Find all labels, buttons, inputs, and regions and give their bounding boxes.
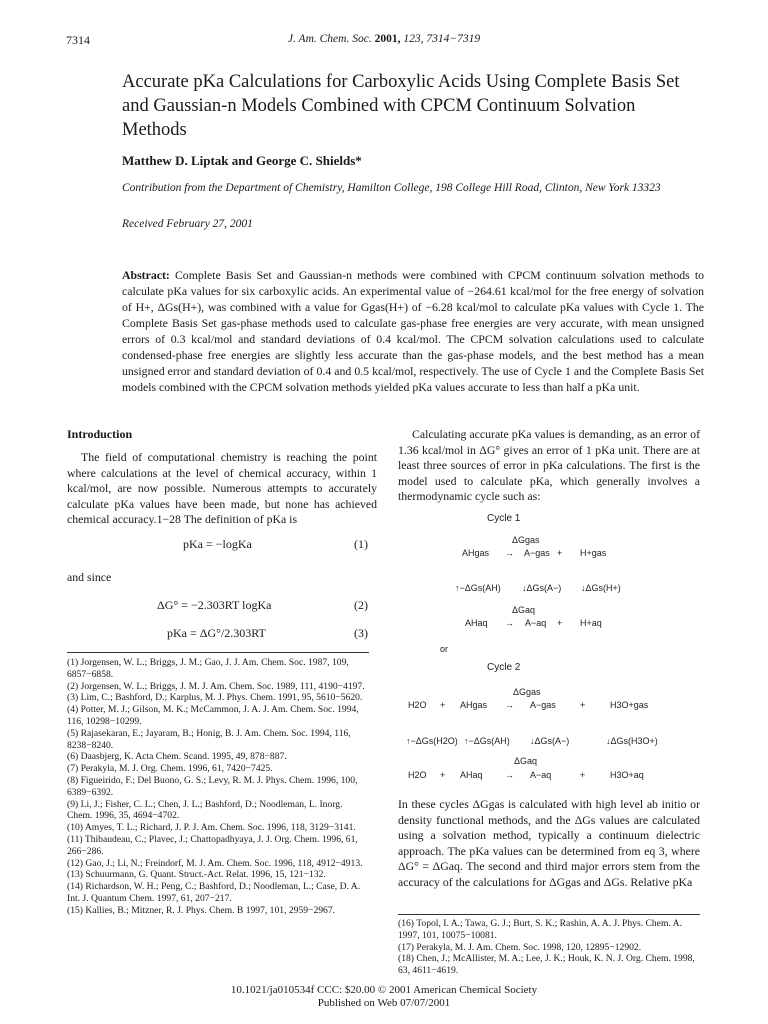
cycle-2-ah-aq: AHaq: [460, 770, 483, 780]
cycle-2-plus-1: +: [440, 700, 446, 710]
received-date: Received February 27, 2001: [122, 218, 253, 230]
intro-right-paragraph-2: In these cycles ΔGgas is calculated with high level ab initio or density functional methods, and the ΔGs values are calculated using a solvation method, typically a continuum dielectric approach. The pKa values can be determined from eq 3, where ΔG° = ΔGaq. The second and third major errors stem from the accuracy of the calculations for ΔGgas and ΔGs. Relative pKa: [398, 797, 700, 889]
references-right: [398, 918, 700, 977]
abstract-label: Abstract:: [122, 268, 170, 282]
equation-1-number: (1): [354, 537, 368, 551]
cycle-1-h-aq: H+aq: [580, 618, 602, 628]
cycle-2-a-gas: A−gas: [530, 700, 556, 710]
reference-item: (12) Gao, J.; Li, N.; Freindorf, M. J. Am. Chem. Soc. 1996, 118, 4912−4913.: [67, 857, 363, 869]
or-text: or: [440, 644, 449, 654]
equation-2-number: (2): [354, 598, 368, 612]
reference-item: (10) Amyes, T. L.; Richard, J. P. J. Am. Chem. Soc. 1996, 118, 3129−3141.: [67, 822, 356, 834]
reference-item: (11) Thibaudeau, C.; Plavec, J.; Chattopadhyaya, J. J. Org. Chem. 1996, 61, 266−286.: [67, 833, 358, 857]
cycle-2-h3o-aq: H3O+aq: [610, 770, 644, 780]
cycle-1-h-gas: H+gas: [580, 548, 607, 558]
footnote-divider-left: [67, 652, 369, 653]
cycle-2-solv-a: ↓ΔGs(A−): [530, 736, 570, 746]
intro-paragraph-1: The field of computational chemistry is reaching the point where calculations at the level of chemical accuracy, within 1 kcal/mol, are now possible. Numerous attempts to accurately calculate pKa values have been made, but none has achieved chemical accuracy.1−28 The definition of pKa is: [67, 450, 377, 527]
footnote-divider-right: [398, 914, 700, 915]
cycle-2-gas-label: ΔGgas: [513, 687, 541, 697]
equation-3-number: (3): [354, 626, 368, 640]
reference-item: (18) Chen, J.; McAllister, M. A.; Lee, J. K.; Houk, K. N. J. Org. Chem. 1998, 63, 4611−4619.: [398, 953, 695, 977]
cycle-1-solv-a: ↓ΔGs(A−): [522, 583, 562, 593]
cycle-2-plus-aq-1: +: [440, 770, 446, 780]
and-since-text: and since: [67, 570, 112, 584]
cycle-2-solv-ah: ↑−ΔGs(AH): [464, 736, 510, 746]
cycle-1-ah-gas: AHgas: [462, 548, 490, 558]
reference-item: (3) Lim, C.; Bashford, D.; Karplus, M. J. Phys. Chem. 1991, 95, 5610−5620.: [67, 692, 363, 704]
cycle-2-aq-label: ΔGaq: [514, 756, 538, 766]
reference-item: (17) Perakyla, M. J. Am. Chem. Soc. 1998, 120, 12895−12902.: [398, 941, 642, 953]
cycle-1-arrow-aq: →: [505, 618, 514, 628]
reference-item: (5) Rajasekaran, E.; Jayaram, B.; Honig, B. J. Am. Chem. Soc. 1994, 116, 8238−8240.: [67, 727, 351, 751]
reference-item: (1) Jorgensen, W. L.; Briggs, J. M.; Gao, J. J. Am. Chem. Soc. 1987, 109, 6857−6858.: [67, 657, 349, 680]
cycle-1-gas-label: ΔGgas: [512, 535, 540, 545]
equation-2: ΔG° = −2.303RT logKa: [157, 598, 272, 612]
equation-3: pKa = ΔG°/2.303RT: [167, 626, 266, 640]
abstract-text: Complete Basis Set and Gaussian-n methods were combined with CPCM continuum solvation methods to calculate pKa values for six carboxylic acids. An experimental value of −264.61 kcal/mol for the free energy of solvation of H+, ΔGs(H+), was combined with a value for Ggas(H+) of −6.28 kcal/mol to calculate pKa values with Cycle 1. The Complete Basis Set gas-phase methods used to calculate gas-phase free energies are very accurate, with mean unsigned errors of 0.3 kcal/mol and standard deviations of 0.4 kcal/mol. The CPCM solvation calculations used to calculate condensed-phase free energies are slightly less accurate than the gas-phase models, and the best method has a mean unsigned error and standard deviation of 0.4 and 0.5 kcal/mol, respectively. The use of Cycle 1 and the Complete Basis Set models combined with the CPCM solvation methods yielded pKa values accurate to less than half a pKa unit.: [122, 268, 704, 394]
reference-item: (13) Schuurmann, G. Quant. Struct.-Act. Relat. 1996, 15, 121−132.: [67, 869, 326, 881]
cycle-1-plus-aq: +: [557, 618, 563, 628]
cycle-2-plus-2: +: [580, 700, 586, 710]
journal-year: 2001,: [374, 33, 401, 45]
reference-item: (9) Li, J.; Fisher, C. L.; Chen, J. L.; Bashford, D.; Noodleman, L. Inorg. Chem. 1996, 35, 4694−4702.: [67, 798, 343, 822]
cycle-2-h2o: H2O: [408, 700, 427, 710]
reference-item: (2) Jorgensen, W. L.; Briggs, J. M. J. Am. Chem. Soc. 1989, 111, 4190−4197.: [67, 680, 365, 692]
cycle-2-ah-gas: AHgas: [460, 700, 488, 710]
cycle-2-h3o-gas: H3O+gas: [610, 700, 649, 710]
intro-right-paragraph-1: Calculating accurate pKa values is demanding, as an error of 1.36 kcal/mol in ΔG° gives an error of 1 pKa unit. There are at least three sources of error in pKa calculations. The first is the model used to calculate pKa, which generally involves a thermodynamic cycle such as:: [398, 427, 700, 504]
journal-volume: 123,: [403, 33, 424, 45]
reference-item: (4) Potter, M. J.; Gilson, M. K.; McCammon, J. A. J. Am. Chem. Soc. 1994, 116, 10298−10299.: [67, 704, 359, 727]
footer-doi: 10.1021/ja010534f CCC: $20.00 © 2001 American Chemical Society: [230, 984, 538, 996]
cycle-1-solv-ah: ↑−ΔGs(AH): [455, 583, 501, 593]
cycle-1-aq-label: ΔGaq: [512, 605, 536, 615]
journal-name: J. Am. Chem. Soc.: [287, 33, 372, 45]
cycle-2-plus-aq-2: +: [580, 770, 586, 780]
reference-item: (15) Kallies, B.; Mitzner, R. J. Phys. Chem. B 1997, 101, 2959−2967.: [67, 904, 336, 916]
cycle-1-a-aq: A−aq: [525, 618, 547, 628]
cycle-2-title: Cycle 2: [487, 662, 521, 673]
cycle-1-a-gas: A−gas: [524, 548, 550, 558]
cycle-2-solv-h3o: ↓ΔGs(H3O+): [606, 736, 658, 746]
cycle-1-ah-aq: AHaq: [465, 618, 488, 628]
reference-item: (16) Topol, I. A.; Tawa, G. J.; Burt, S. K.; Rashin, A. A. J. Phys. Chem. A. 1997, 101, 10075−10081.: [398, 918, 682, 941]
cycle-2-solv-h2o: ↑−ΔGs(H2O): [406, 736, 458, 746]
paper-title: Accurate pKa Calculations for Carboxylic Acids Using Complete Basis Set and Gaussian-n Models Combined with CPCM Continuum Solvation Methods: [122, 72, 680, 140]
cycle-1-title: Cycle 1: [487, 513, 521, 524]
cycle-1-plus: +: [557, 548, 563, 558]
page-number: 7314: [66, 33, 90, 47]
cycle-2-h2o-aq: H2O: [408, 770, 427, 780]
cycle-2-a-aq: A−aq: [530, 770, 552, 780]
cycle-2-arrow-aq: →: [505, 770, 514, 780]
references-left: [67, 657, 369, 917]
section-heading-introduction: Introduction: [67, 427, 133, 441]
equation-1: pKa = −logKa: [183, 537, 252, 551]
affiliation: Contribution from the Department of Chemistry, Hamilton College, 198 College Hill Road, Clinton, New York 13323: [122, 182, 661, 194]
abstract: [122, 267, 704, 395]
journal-pages: 7314−7319: [426, 33, 481, 45]
footer-published: Published on Web 07/07/2001: [317, 997, 451, 1009]
cycle-1-arrow: →: [505, 548, 514, 558]
reference-item: (8) Figueirido, F.; Del Buono, G. S.; Levy, R. M. J. Phys. Chem. 1996, 100, 6389−6392.: [67, 774, 358, 798]
authors: Matthew D. Liptak and George C. Shields*: [122, 153, 362, 168]
reference-item: (6) Daasbjerg, K. Acta Chem. Scand. 1995, 49, 878−887.: [67, 751, 287, 763]
reference-item: (14) Richardson, W. H.; Peng, C.; Bashford, D.; Noodleman, L.; Case, D. A. Int. J. Quantum Chem. 1997, 61, 207−217.: [67, 881, 361, 904]
reference-item: (7) Perakyla, M. J. Org. Chem. 1996, 61, 7420−7425.: [67, 763, 273, 775]
running-header: [0, 33, 768, 45]
cycle-2-arrow: →: [505, 700, 514, 710]
cycle-1-solv-h: ↓ΔGs(H+): [581, 583, 621, 593]
